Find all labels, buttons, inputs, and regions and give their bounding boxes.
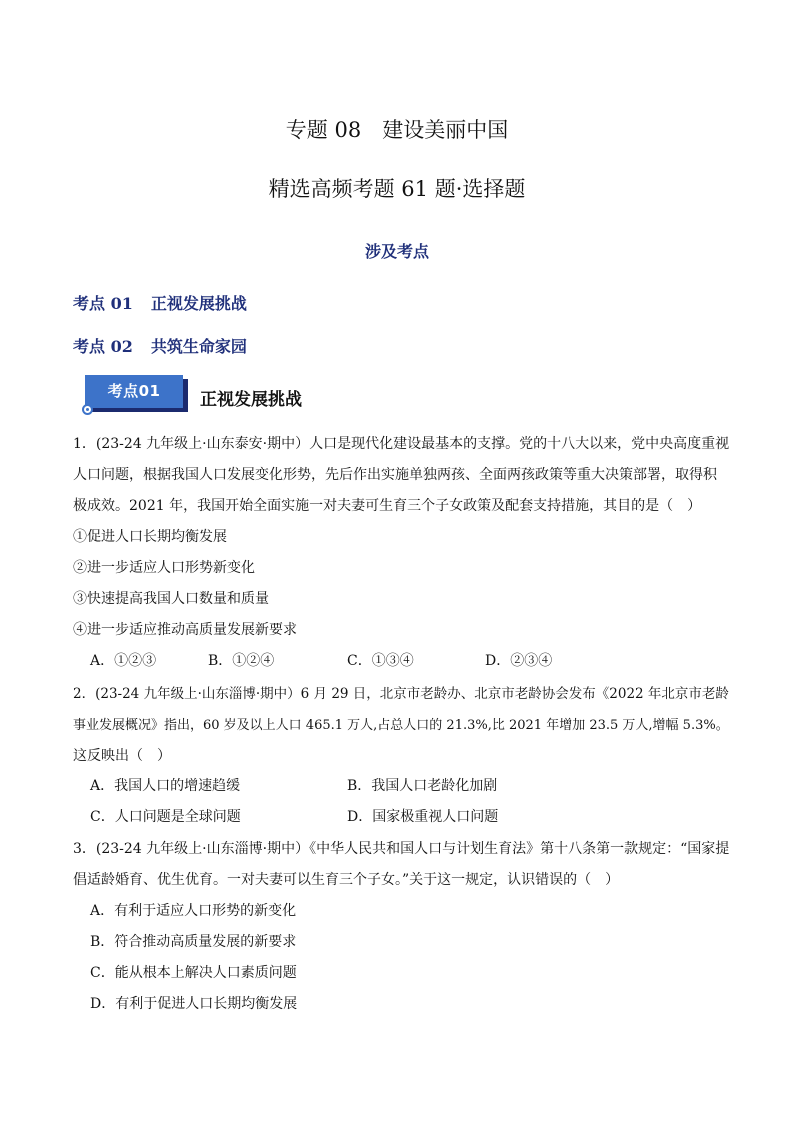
q2-line-2: 事业发展概况》指出，60 岁及以上人口 465.1 万人,占总人口的 21.3%,比 2021 年增加 23.5 万人,增幅 5.3%。 [73, 718, 729, 733]
q1-line-1: 1．(23-24 九年级上·山东泰安·期中）人口是现代化建设最基本的支撑。党的十八大以来，党中央高度重视 [73, 436, 730, 452]
q2-option-d[interactable]: D．国家极重视人口问题 [347, 809, 499, 825]
kaodian-item-1-no: 考点 01 [73, 294, 133, 313]
q3-line-1: 3．(23-24 九年级上·山东淄博·期中）《中华人民共和国人口与计划生育法》第十八条第一款规定：“国家提 [73, 841, 730, 857]
q2-option-b[interactable]: B．我国人口老龄化加剧 [347, 778, 498, 794]
q1-item-4: ④进一步适应推动高质量发展新要求 [73, 622, 297, 638]
q1-option-a[interactable]: A．①②③ [90, 653, 157, 669]
q1-option-b[interactable]: B．①②④ [208, 653, 275, 669]
badge-label: 考点01 [85, 375, 183, 408]
q3-line-2: 倡适龄婚育、优生优育。一对夫妻可以生育三个子女。”关于这一规定，认识错误的（ ） [73, 872, 620, 888]
q3-option-b[interactable]: B．符合推动高质量发展的新要求 [90, 934, 297, 950]
badge-dot-icon [82, 404, 93, 415]
kaodian-item-1 [73, 291, 247, 314]
q2-line-1: 2．(23-24 九年级上·山东淄博·期中）6 月 29 日，北京市老龄办、北京市老龄协会发布《2022 年北京市老龄 [73, 686, 729, 702]
q1-line-3: 极成效。2021 年，我国开始全面实施一对夫妻可生育三个子女政策及配套支持措施，其目的是（ ） [73, 498, 702, 514]
document-title: 专题 08 建设美丽中国 [285, 118, 509, 142]
q2-line-3: 这反映出（ ） [73, 748, 171, 764]
section-badge [82, 373, 192, 417]
q1-option-d[interactable]: D．②③④ [485, 653, 553, 669]
q1-item-1: ①促进人口长期均衡发展 [73, 529, 227, 545]
q3-option-a[interactable]: A．有利于适应人口形势的新变化 [90, 903, 297, 919]
q1-line-2: 人口问题，根据我国人口发展变化形势，先后作出实施单独两孩、全面两孩政策等重大决策部署，取得积 [73, 467, 717, 483]
kaodian-item-2 [73, 334, 247, 357]
q1-option-c[interactable]: C．①③④ [347, 653, 414, 669]
kaodian-item-1-name: 正视发展挑战 [150, 294, 247, 313]
q3-option-c[interactable]: C．能从根本上解决人口素质问题 [90, 965, 297, 981]
kaodian-item-2-no: 考点 02 [73, 337, 133, 356]
q1-item-3: ③快速提高我国人口数量和质量 [73, 591, 269, 607]
document-subtitle: 精选高频考题 61 题·选择题 [268, 177, 526, 201]
q3-option-d[interactable]: D．有利于促进人口长期均衡发展 [90, 996, 298, 1012]
section-title: 正视发展挑战 [200, 390, 302, 410]
kaodian-item-2-name: 共筑生命家园 [150, 337, 247, 356]
q2-option-c[interactable]: C．人口问题是全球问题 [90, 809, 241, 825]
kaodian-heading: 涉及考点 [364, 242, 429, 261]
q2-option-a[interactable]: A．我国人口的增速趋缓 [90, 778, 241, 794]
q1-item-2: ②进一步适应人口形势新变化 [73, 560, 255, 576]
